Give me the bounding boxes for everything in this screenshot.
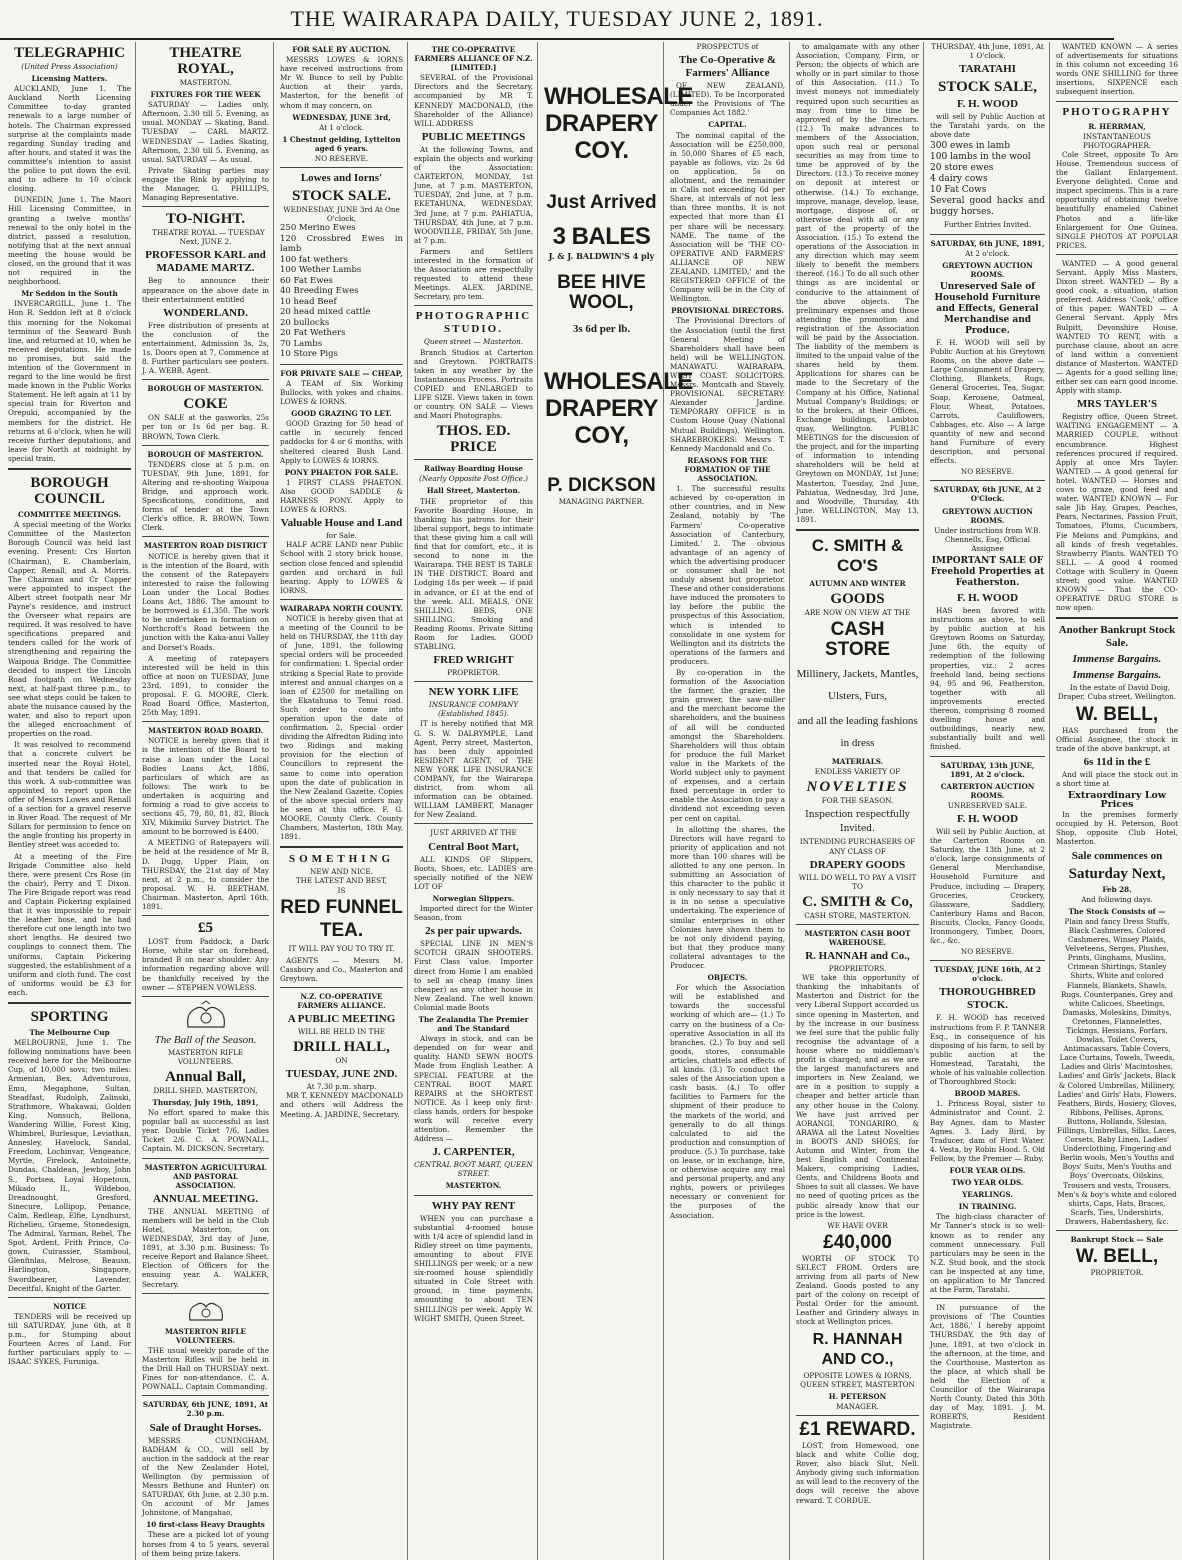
farmers-text: Farmers and Settlers interested in the formation of the Association are respectfully requested to attend these Meetings. ALEX. JARDINE, Secretary, pro tem.	[414, 246, 533, 302]
tea-agents-text: AGENTS — Messrs M. Cassbury and Co., Masterton and Greytown.	[280, 955, 403, 983]
drill-hall-heading: DRILL HALL,	[293, 1039, 390, 1056]
works-committee-text: A special meeting of the Works Committee of the Masterton Borough Council was held last evening. Present: Crs Horton (Chairman), E. Chamberlain, Capper, Renall, and A. Morris. The Chairman and Cr Capper were appointed to inspect the Albert street footpath near Mr Payne's residence, and instruct the Overseer what repairs are required. It was resolved to have specifications prepared and tenders called for the work of strengthening and repairing the Waipoua Bridge. The Committee decided to inspect the Lincoln Road footpath on Wednesday next, at half-past three p.m., to see what steps could be taken to abate the nuisance caused by the water, and also to report upon the alleged encroachment of properties on the road.	[8, 520, 131, 739]
boot-warehouse-heading: MASTERTON CASH BOOT WAREHOUSE.	[804, 928, 911, 947]
studio-text: Branch Studios at Carterton and Greytown. PORTRAITS taken in any weather by the Instantaneous Process. Portraits COPIED and ENLARGED to LIFE SIZE. Views taken in town or country. ON SALE — Views and Maori Photographs.	[414, 347, 533, 421]
divider	[142, 721, 269, 722]
stock-value-heading: £40,000	[823, 1231, 892, 1253]
shooters-text: SPECIAL LINE IN MEN'S SCOTCH GRAIN SHOOTERS. First Class value. Importer direct from Home I am enabled to sell as cheap (many lines cheaper) as any other house in New Zealand. The well known Colonial made Boots	[414, 939, 533, 1012]
peterson-heading: H. PETERSON	[828, 1391, 887, 1401]
yearlings-heading: YEARLINGS.	[962, 1190, 1013, 1200]
entries-label: Further Entries Invited.	[943, 220, 1032, 230]
ball-text: No effort spared to make this popular ball as successful as last year. Double Ticket 7/6, Ladies Ticket 2/6. C. A. POWNALL, Captain. M. DICKSON, Secretary.	[142, 1108, 269, 1154]
horse-sale-text: MESSRS CUNINGHAM, BADHAM & CO., will sell by auction in the saddock at the rear of the New Zealander Hotel, Wellington (by permission of Messrs Bethune and Hunter) on SATURDAY, 6th June, at 2.30 p.m. On account of Mr James Johnstone, of Mangahao,	[142, 1435, 269, 1518]
assignee-label: Under instructions from W.B. Chennells, Esq, Official Assignee	[934, 525, 1041, 553]
following-days-label: And following days.	[1081, 894, 1153, 904]
tonight-heading: TO-NIGHT.	[165, 211, 246, 228]
rifle-heading: MASTERTON RIFLE VOLUNTEERS.	[164, 1326, 247, 1345]
fixtures-text: SATURDAY — Ladies only, Afternoon, 2.30 till 5. Evening, as usual. MONDAY — Skating, Band. TUESDAY — CARL MARTZ. WEDNESDAY — Ladies Skating, Afternoon, 2.30 till 5. Evening, as usual. SATURDAY — As usual.	[142, 100, 269, 164]
purchasers-label: INTENDING PURCHASERS OF ANY CLASS OF	[799, 837, 916, 856]
allotment-text: In allotting the shares, the Directors will have regard to priority of application and not more than 100 shares will be allotted to any one person. In submitting an Association of this character to the public it is only necessary to say that it is in no sense a speculative undertaking. The experience of similar enterprises in other Colonies have shown them to be not only dividend paying, but that they produce many collateral advantages to the Producer.	[670, 824, 785, 970]
divider	[796, 1415, 919, 1416]
grazing-text: GOOD Grazing for 50 head of cattle in securely fenced paddocks for 4 or 6 months, with sheltered cleared Bush Land. Apply to LOWES & IORNS.	[280, 419, 403, 465]
reasons-text: 1. The successful results achieved by co-operation in other countries, and in New Zealand, notably by 'The Farmers' Co-operative Association of Canterbury, Limited.' 2. The obvious advantage of an agency of which the advertising producer or consumer shall be not unduly absent but proprietor. These and other considerations have induced the promoters to lay before the public the prospectus of this Association, which is intended to consolidate in one system for Wellington and its districts the operations of the farmers and producers.	[670, 484, 785, 666]
divider	[142, 536, 269, 537]
phaeton-text: 1 FIRST CLASS PHAETON. Also GOOD SADDLE & HARNESS PONY. Apply to LOWES & IORNS.	[280, 477, 403, 515]
newspaper-page	[8, 42, 1178, 1558]
divider	[142, 996, 269, 997]
taratahi-text: will sell by Public Auction at the Taratahi yards, on the above date	[930, 112, 1045, 140]
greytown-rooms-heading-2: GREYTOWN AUCTION ROOMS.	[942, 506, 1033, 525]
manager-label: MANAGER.	[836, 1401, 879, 1411]
stock-sale-heading: STOCK SALE,	[938, 79, 1037, 96]
column-4	[414, 42, 538, 1560]
slippers-text: ALL KINDS OF Slippers, Boots, Shoes, etc. LADIES are specially notified of the NEW LOT OF	[414, 854, 533, 891]
annual-meeting-text: THE ANNUAL MEETING of members will be held in the Club Hotel, Masterton, on WEDNESDAY, 3rd day of June, 1891, at 3.30 p.m. Business: To receive Report and Balance Sheet. Election of Officers for the ensuing year. A. WALKER, Secretary.	[142, 1206, 269, 1289]
objects-heading: OBJECTS.	[707, 973, 748, 983]
norwegian-heading: Norwegian Slippers.	[432, 893, 515, 903]
greytown-time: At 2 o'clock.	[965, 248, 1010, 258]
divider	[280, 364, 403, 365]
melbourne-cup-text: MELBOURNE, June 1. The following nominations have been received here for the Melbourne Cup, of 10,000 sovs; two miles: Armenian, Bex, Adventurous, Emu, Megaphone, Sultan, Steadfast, Rudolph, Zalinski, Strathmore, Whakawai, Golden King, Nonsuch, Bellona, Wandering Willie, Forest King, Whimbrel, Burlesque, Leviathan, Annesley, Havelock, Sandal, Freedom, Lochinvar, Vengeance, Myrtle, Firelock, Antoinette, Dundas, Chaldean, Jewboy, John S., Portsea, Loyal Hopetoun, Mikado II., Wildeboo, Dreadnought, Gresford, Sinecure, Lollipop, Penance, Calm, Redleap, Elfie, Lyndhurst, Richelieu, Graeme, Stonedesign, The Admiral, Yarman, Rebel, The Spot, Ardent, Frith Prince, Co-gown, Cuirassier, Stamboul, Glenfinlas, Melrose, Beausn, Harlington, Singapore, Swordbearer, Lavender, Deceitful, Knight of the Garter.	[8, 1038, 131, 1293]
proprietors-label: PROPRIETORS.	[828, 964, 887, 974]
variety-label: ENDLESS VARIETY OF	[814, 767, 901, 777]
thoroughbred-heading: THOROUGHBRED STOCK.	[939, 986, 1036, 1012]
bullocks-text: A TEAM of Six Working Bullocks, with yokes and chains. LOWES & IORNS.	[280, 378, 403, 407]
divider	[1056, 617, 1178, 619]
hall-street-heading: Hall Street, Masterton.	[426, 486, 521, 496]
managing-partner-label: MANAGING PARTNER.	[558, 497, 645, 507]
four-year-olds-heading: FOUR YEAR OLDS.	[949, 1165, 1026, 1175]
wood-heading-3: F. H. WOOD	[956, 812, 1019, 825]
saturday-next-heading: Saturday Next,	[1068, 865, 1166, 882]
meetings-list: At the following Towns, and explain the objects and working of the Association: CARTERTON, MONDAY, 1st June, at 7 p.m. MASTERTON, TUESDAY, 2nd June, at 7 p.m. EKETAHUNA, WEDNESDAY, 3rd June, at 7 p.m. PAHIATUA, THURSDAY, 4th June, at 7 p.m. WOODVILLE, FRIDAY, 5th June, at 7 p.m.	[414, 144, 533, 245]
new-nice-label: NEW AND NICE.	[310, 867, 373, 877]
directors-heading: PROVISIONAL DIRECTORS.	[671, 306, 784, 316]
royal-crest-icon	[183, 1001, 229, 1031]
divider	[414, 1195, 533, 1196]
herrman-heading: R. HERRMAN,	[1088, 121, 1146, 131]
road-loan-text: NOTICE is hereby given that it is the intention of the Board, with the consent of the Ratepayers interested to raise the following Loan under the Local Bodies Loans Act, 1886. The amount to be borrowed is £1,350. The work to be undertaken is formation on Northcroft's Road between the junction with the Kaka-anui Valley and Dorset's Roads.	[142, 551, 269, 652]
newspaper-title: THE WAIRARAPA DAILY, TUESDAY JUNE 2, 1891.	[290, 6, 824, 31]
greytown-text: F. H. WOOD will sell by Public Auction at his Greytown Rooms, on the above date — Large Consignment of Drapery, Clothing, Blankets, Rugs, General Groceries, Tea, Sugar, Soap, Kerosene, Oatmeal, Flour, Wheat, Potatoes, Carrots, Cauliflowers, Cabbages, etc. Also — A large quantity of new and second hand Furniture of every description, and personal effects.	[930, 337, 1045, 466]
divider	[280, 846, 403, 848]
theatre-location: MASTERTON.	[179, 78, 232, 87]
ball-date: Thursday, July 19th, 1891,	[152, 1097, 259, 1107]
cash-store-label: CASH STORE, MASTERTON.	[804, 910, 911, 920]
greytown-rooms-heading: GREYTOWN AUCTION ROOMS.	[942, 260, 1033, 279]
low-prices-heading: Extraordinary Low Prices	[1067, 790, 1167, 811]
column-9	[1056, 42, 1182, 1560]
borough-heading: BOROUGH OF MASTERTON.	[147, 384, 264, 394]
agricultural-heading: MASTERTON AGRICULTURAL AND PASTORAL ASSOCIATION.	[144, 1162, 267, 1190]
licensing-dunedin-text: DUNEDIN, June 1. The Maori Hill Licensing Committee, in granting a twelve months' renewal to the only hotel in the district, passed a resolution, notifying that at the next annual meeting the house would be closed, on the ground that it was not required in the neighborhood.	[8, 195, 131, 287]
smith-heading: C. SMITH & CO'S	[811, 535, 904, 575]
lost-dog-text: LOST, from Homewood, one black and white Collie dog, Rover, also black Slut, Nell. Anybody giving such information as will lead to the recovery of the dogs will receive the above reward. T. CORDUE.	[796, 1440, 919, 1505]
something-heading: SOMETHING	[288, 853, 395, 866]
premises-text: In the premises formerly occupied by H. Peterson, Boot Shop, opposite Club Hotel, Masterton.	[1056, 810, 1178, 847]
inspection-heading: Inspection respectfully Invited.	[805, 810, 910, 835]
greytown-date: SATURDAY, 6th JUNE, 1891,	[930, 238, 1045, 248]
gelding-heading: 1 Chestnut gelding, Lyttelton aged 6 years.	[282, 134, 401, 153]
parade-text: THE usual weekly parade of the Masterton Rifles will be held in the Drill Hall on THURSDAY next. Fines for non-attendance. C. A. POWNALL, Captain Commanding.	[142, 1345, 269, 1392]
featherston-heading: IMPORTANT SALE OF Freehold Properties at Featherston.	[930, 556, 1045, 588]
divider	[414, 305, 533, 306]
carterton-text: Will sell by Public Auction, at the Carterton Rooms on Saturday, the 13th June, at 2 o'clock, large consignments of General Merchandise, Household Furniture and Produce, including — Drapery, Groceries, Crockery, Glassware, Saddlery, Canterbury Hams and Bacon, Biscuits, Clocks, Fancy Goods, Ironmongery, Timber, Doors, &c., &c.	[930, 826, 1045, 946]
bankrupt-sale-heading: Bankrupt Stock — Sale	[1070, 1235, 1164, 1245]
auction-time: At 1 o'clock.	[319, 122, 364, 132]
pound-rate-heading: 6s 11d in the £	[1083, 755, 1151, 768]
objects-continued-text: to amalgamate with any other Association, Company, Firm, or Person; the objects of which are wholly or in part similar to those of this Association. (11.) To invest moneys not immediately required upon such securities as may from time to time be approved of by the Directors. (12.) To make advances to members of the Association, upon such real or personal securities as may from time to time be approved of by the Directors. (13.) To receive money on deposit at interest or otherwise. (14.) To exchange, improve, manage, develop, lease, mortgage, dispose of, or otherwise deal with all or any part of the property of the Association. (15.) To extend the operations of the Association in any direction which may seem likely to benefit the members thereof. (16.) To do all such other things as are incidental or conducive to the attainment of the above objects. The preliminary expenses and those attending the promotion and registration of the Association will be paid by the Association. The liability of the members is limited to the unpaid value of the shares held by them. Applications for shares can be made to the Secretary of the Company at his Office, National Mutual Company's Buildings; or to the brokers, at their Offices, Exchange buildings, Lambton quay, Wellington. PUBLIC MEETINGS for the discussion of the project, and for the imparting of information to intending shareholders will be held at Greytown on MONDAY, 1st June; Masterton, Tuesday, 2nd June, Pahiatua, Wednesday, 3rd June, and Woodville, Thursday, 4th June. WELLINGTON, May 13, 1891.	[796, 42, 919, 524]
photographic-heading: PHOTOGRAPHIC STUDIO.	[415, 310, 532, 336]
divider	[142, 206, 269, 207]
draughts-text: These are a picked lot of young horses from 4 to 5 years, several of them being prize takers.	[142, 1530, 269, 1558]
novelties-heading: NOVELTIES	[806, 779, 909, 796]
alliance-heading: N.Z. CO-OPERATIVE FARMERS ALLIANCE.	[297, 991, 386, 1010]
bee-hive-heading: BEE HIVE WOOL,	[557, 272, 646, 314]
divider	[8, 1297, 131, 1298]
coke-text: ON SALE at the gasworks, 25s per ton or 1s 6d per bag. R. BROWN, Town Clerk.	[142, 413, 269, 441]
divider	[8, 468, 131, 470]
auction-date: WEDNESDAY, JUNE 3rd,	[292, 112, 391, 122]
reasons-heading: REASONS FOR THE FORMATION OF THE ASSOCIATION.	[684, 455, 771, 484]
ratepayers-text: A meeting of ratepayers interested will be held in this office at noon on TUESDAY, June 23rd, 1891, to consider the proposal. F. G. MOORE, Clerk. Road Board Office, Masterton, 25th May, 1891.	[142, 653, 269, 718]
committee-meetings-heading: COMMITTEE MEETINGS.	[18, 510, 121, 520]
capital-heading: CAPITAL.	[708, 120, 747, 130]
latest-best-label: THE LATEST AND BEST,	[295, 876, 388, 886]
price-heading: THOS. ED. PRICE	[436, 423, 511, 456]
dickson-heading: P. DICKSON	[547, 475, 656, 497]
boarding-text: THE proprietor of this Favorite Boarding House, in thanking his patrons for their liberal support, begs to intimate that these giving him a call will find that for comfort, etc., it is second to none in the Wairarapa. THE BEST IS TABLE IN THE DISTRICT. Board and Lodging 18s per week — if paid in advance, or £1 at the end of the week. ALL MEALS, ONE SHILLING. BEDS, ONE SHILLING. Smoking and Reading Rooms. Private Sitting Room for Ladies. GOOD STABLING.	[414, 496, 533, 652]
divider	[280, 167, 403, 168]
wanted-ads-text: WANTED — A good general Servant. Apply Miss Masters, Dixon street. WANTED — By a good cook, a situation, station preferred. Address 'Cook,' office of this paper. WANTED — A General Servant. Apply Mrs Bulpitt, Devonshire House. WANTED TO RENT, with a purchase clause, about an acre of land within a convenient distance of Masterton. WANTED — Agents for a good selling line; either sex can earn good income. Apply with stamp.	[1056, 258, 1178, 396]
borough-heading-2: BOROUGH OF MASTERTON.	[147, 449, 264, 459]
election-text: IN pursuance of the provisions of 'The Counties Act, 1886,' I hereby appoint THURSDAY, the 9th day of June, 1891, at two o'clock in the afternoon, at the time, and the Courthouse, Masterton as the place, at which shall be held the Election of a Councillor of the Wairarapa North County. Dated this 30th day of May, 1891. J. M. ROBERTS, Resident Magistrate.	[930, 1303, 1045, 1431]
stock-consists-heading: The Stock Consists of —	[1068, 906, 1166, 916]
notice-heading: NOTICE	[53, 1301, 86, 1311]
wood-heading-2: F. H. WOOD	[956, 592, 1019, 604]
millinery-heading: Millinery, Jackets, Mantles, Ulsters, Furs,	[796, 668, 919, 703]
waipoua-tender-text: TENDERS close at 5 p.m. on TUESDAY, 9th June, 1891, for Altering and re-shooting Waipoua Bridge, and approach work. Specifications, conditions, and forms of tender at the Town Clerk's office. R. BROWN, Town Clerk.	[142, 459, 269, 533]
melbourne-cup-heading: The Melbourne Cup	[29, 1028, 110, 1037]
drapery-heading: DRAPERY	[545, 110, 658, 137]
tonight-date: THEATRE ROYAL — TUESDAY Next, JUNE 2.	[152, 228, 265, 247]
telegraphic-source: (United Press Association)	[21, 62, 118, 71]
featherston-text: HAS been favored with instructions as above, to sell by public auction at his Greytown Rooms on Saturday, June 6th, the equity of redemption of the following properties, viz.: 2 acres freehold land, being sections 94, 95 and 96, Featherston, together with all improvements erected thereon, comprising 8 roomed dwelling house and outbuildings, nearly new, substantially built and well finished.	[930, 606, 1045, 752]
house-land-text: HALF ACRE LAND near Public School with 2 story brick house, section close fenced and splendid garden and orchard in full bearing. Apply to LOWES & IORNS.	[280, 540, 403, 595]
coke-heading: COKE	[183, 396, 228, 413]
bell-heading-2: W. BELL,	[1075, 1246, 1159, 1268]
skating-text: Private Skating parties may engage the Rink by applying to the Manager. G. PHILLIPS, Managing Representative.	[142, 165, 269, 203]
wholesale-heading: WHOLESALE	[544, 83, 693, 110]
prospectus-intro: OF NEW ZEALAND, (LIMITED). To be Incorporated under the Provisions of 'The Companies Act 1882.'	[670, 81, 785, 118]
short-time-text: And will place the stock out in a short time at	[1056, 769, 1178, 788]
for-sale-label: for Sale.	[326, 531, 357, 541]
divider	[930, 1298, 1045, 1299]
column-7	[796, 42, 924, 1560]
stock-text: WORTH OF STOCK TO SELECT FROM. Orders are arriving from all parts of New Zealand. Goods posted to any part of the colony on receipt of Postal Order for the amount. Leather and Grindery always in stock at Wellington prices.	[796, 1253, 919, 1327]
carterton-rooms-heading: CARTERTON AUCTION ROOMS.	[940, 781, 1035, 800]
unreserved-label: UNRESERVED SALE.	[947, 800, 1028, 810]
divider	[280, 987, 403, 988]
wonderland-heading: WONDERLAND.	[163, 306, 248, 319]
divider	[414, 681, 533, 682]
grazing-heading: GOOD GRAZING TO LET.	[291, 409, 392, 419]
divider	[930, 756, 1045, 757]
wonderland-text: Free distribution of presents at the conclusion of the entertainment. Admission 3s, 2s, 1s. Doors open at 7, Commence at 8. Further particulars see posters. J. A. WEBB, Agent.	[142, 320, 269, 376]
stock-sale-heading: STOCK SALE.	[292, 188, 391, 205]
road-board-heading: MASTERTON ROAD BOARD.	[147, 726, 264, 736]
culvert-text: It was resolved to recommend that a concrete culvert be inserted near the Royal Hotel, and that tenders be called for this work. A sub-committee was appointed to report upon the offer of Messrs Lowes and Renall of a section for a gravel reserve in River Road. The request of Mr Sillars for permission to fence on the angle fronting his property in Bentley street was acceded to.	[8, 740, 131, 850]
reward-amount: £5	[198, 920, 213, 937]
heavy-draughts-heading: 10 first-class Heavy Draughts	[146, 1520, 265, 1530]
private-sale-heading: FOR PRIVATE SALE — CHEAP,	[280, 368, 403, 378]
drapery-heading-2: DRAPERY	[545, 395, 658, 423]
cooperation-text: By co-operation in the formation of the Association the farmer, the grazier, the grain grower, the saw-miller and the merchant become the shareholders, and the business of all will be conducted amongst the Shareholders. Shareholders will thus obtain for produce the full Market value in the Markets of the World subject only to payment of expenses, and a certain fixed percentage in order to enable the Association to pay a dividend not exceeding seven per cent on capital.	[670, 668, 785, 823]
divider	[930, 234, 1045, 235]
bankrupt-heading: Another Bankrupt Stock Sale.	[1058, 624, 1176, 650]
thoroughbred-text: F. H. WOOD has received instructions from F. P. TANNER Esq., in consequence of his disposing of his farm, to sell by public auction at the Homestead, Taratahi, the whole of his valuable collection of Thoroughbred Stock:	[930, 1013, 1045, 1087]
licensing-heading: Licensing Matters.	[31, 74, 108, 84]
stock-items-text: Plain and fancy Dress Stuffs, Black Cashmeres, Colored Cashmeres, Winsey Plaids, Velveteens, Serges, Plushes, Prints, Ginghams, Muslins, Crimean Shirtings, Stanley Shirts, White and colored Flannels, Blankets, Shawls, Rugs, Counterpanes, Grey and white Calicoes, Sheetings, Damasks, Moleskins, Dimitys, Cretonnes, Flannelettes, Tickings, Hessians, Forfars, Dowlas, Toilet Covers, Antimacassars, Table Covers, Lace Curtains, Towels, Tweeds, Ladies and Girls' Macintoshes, Ladies' and Girls' Jackets, Black & Colored Umbrellas, Millinery, Ladies' and Girls' Hats, Flowers, Feathers, Birds, Hosiery, Gloves, Ribbons, Pellises, Aprons, Buttons, Hollands, Silesias, Fillings, Umbrellas, Silks, Laces, Corsets, Baby Linen, Ladies' Underclothing, Fingering and Berlin wools, Men's Youths and Boys' Suits, Men's Youths and Boys' Overcoats, Oilskins, Trousers and vests, Trousers, Men's & boy's white and colored shirts, Caps, Hats, Braces, Scarfs, Ties, Undershirts, Drawers, Haberdashery, &c.	[1057, 916, 1177, 1226]
sale-date: Feb 28.	[1102, 884, 1132, 894]
proprietor-label: PROPRIETOR.	[1090, 1268, 1144, 1278]
boot-mart-address: CENTRAL BOOT MART, QUEEN STREET.	[414, 1160, 533, 1179]
taratahi-heading: TARATAHI	[959, 63, 1016, 76]
fashions-heading: and all the leading fashions in dress	[797, 715, 918, 750]
coy-heading-2: COY,	[574, 422, 629, 450]
boarding-location: (Nearly Opposite Post Office.)	[419, 474, 528, 484]
no-reserve-label: NO RESERVE.	[960, 467, 1015, 477]
column-8	[930, 42, 1050, 1560]
draught-horses-heading: Sale of Draught Horses.	[149, 1421, 262, 1434]
divider	[1056, 1230, 1178, 1231]
photography-heading: PHOTOGRAPHY	[1062, 105, 1172, 118]
just-arrived-heading: Just Arrived	[546, 192, 657, 213]
divider	[142, 445, 269, 446]
stock-character-text: The high-class character of Mr Tanner's stock is so well-known as to render any comment unnecessary. Full particulars may be seen in the N.Z. Stud book, and the stock can be inspected at any time, on application to Mr Tancred at the Farm, Taratahi.	[930, 1212, 1045, 1295]
is-label: IS	[337, 885, 346, 895]
borough-council-heading: BOROUGH COUNCIL	[30, 475, 109, 508]
prospectus-heading: The Co-Operative & Farmers' Alliance	[678, 54, 777, 80]
central-boot-mart-heading: Central Boot Mart,	[428, 840, 519, 853]
held-in-label: WILL BE HELD IN THE	[298, 1027, 385, 1037]
rent-text: WHEN you can purchase a substantial 4-roomed house with 1/4 acre of splendid land in Ridley street on time payments, amounting to about FIVE SHILLINGS per week; or a new six-roomed house splendidly situated in Cole Street with ground, in time payments, amounting to about TEN SHILLINGS per week. Apply W. WIGHT SMITH, Queen Street.	[414, 1213, 533, 1323]
stock-list: 250 Merino Ewes 120 Crossbred Ewes in lamb 100 fat wethers 100 Wether Lambs 60 Fat Ewes 40 Breeding Ewes 10 head Beef 20 head mixed cattle 20 bullocks 20 Fat Wethers 70 Lambs 10 Store Pigs	[280, 223, 403, 360]
boots-text: Always in stock, and can be depended on for wear and quality. HAND SEWN BOOTS Made from English Leather. A SPECIAL FEATURE at the CENTRAL BOOT MART. REPAIRS at the SHORTEST NOTICE. As I keep only first-class hands, orders for bespoke work will receive every attention. Remember the Address —	[414, 1034, 533, 1144]
hannah-and-co-heading: R. HANNAH AND CO.,	[812, 1330, 903, 1368]
price-per-pair-heading: 2s per pair upwards.	[425, 925, 522, 938]
boot-brands-heading: The Zealandia The Premier and The Standard	[418, 1014, 529, 1034]
taratahi-stock-list: 300 ewes in lamb 100 lambs in the wool 20 store ewes 4 dairy cows 10 Fat Cows Several good hacks and buggy horses.	[930, 141, 1045, 218]
registry-text: Registry office, Queen Street. WAITING ENGAGEMENT — A MARRIED COUPLE, without encumbrance. Highest references procured if required. Apply at once Mrs Tayler. WANTED — A good general for hotel. WANTED — Horses and cows to graze, good feed and water. WANTED KNOWN — For sale Jib Hay, Grapes, Peaches, Pears, Nectarines, Passion Fruit, Tomatoes, Plums, Cucumbers, Fie Melons and Pumpkins, and all kinds of fresh vegetables. Strawberry Plants. WANTED TO SELL — A good 4 roomed Cottage with Scullery in Queen street; good value. WANTED KNOWN — That the CO-OPERATIVE DRUG STORE is now open.	[1056, 412, 1178, 613]
hannah-address: OPPOSITE LOWES & IORNS, QUEEN STREET, MASTERTON	[800, 1370, 915, 1389]
two-year-olds-heading: TWO YEAR OLDS.	[951, 1178, 1024, 1188]
auction-text: MESSRS LOWES & IORNS have received instructions from Mr W. Bunce to sell by Public Auction at their yards, Masterton, for the benefit of whom it may concern, on	[280, 55, 403, 110]
hannah-heading: R. HANNAH and Co.,	[805, 950, 910, 963]
masthead	[0, 0, 1114, 40]
meeting-text: MR T. KENNEDY MACDONALD and others will Address the Meeting. A. JARDINE, Secretary.	[280, 1091, 403, 1119]
meeting-time: At 7.30 p.m. sharp.	[306, 1082, 377, 1092]
unreserved-sale-heading: Unreserved Sale of Household Furniture and Effects, General Merchandise and Produce.	[934, 281, 1041, 336]
column-6	[670, 42, 790, 1560]
divider	[142, 1395, 269, 1396]
wholesale-heading-2: WHOLESALE	[544, 368, 693, 396]
divider	[280, 599, 403, 600]
proprietor-label: PROPRIETOR.	[447, 668, 500, 678]
house-land-heading: Valuable House and Land	[280, 517, 403, 530]
divider	[930, 480, 1045, 481]
smith-co-heading: C. SMITH & Co,	[802, 893, 913, 910]
column-3	[280, 42, 408, 1560]
we-have-over-label: WE HAVE OVER	[827, 1220, 888, 1230]
meeting-date: TUESDAY, JUNE 2ND.	[285, 1068, 398, 1081]
lowes-iorns-heading: Lowes and Iorns'	[300, 172, 383, 185]
divider	[1056, 254, 1178, 255]
autumn-winter-heading: AUTUMN AND WINTER	[809, 578, 906, 588]
coy-heading: COY.	[574, 137, 629, 164]
ball-season-heading: The Ball of the Season.	[154, 1033, 257, 1046]
alliance-heading: THE CO-OPERATIVE FARMERS ALLIANCE OF N.Z. [LIMITED.]	[414, 45, 533, 73]
just-arrived-label: JUST ARRIVED AT THE	[430, 828, 517, 838]
column-1	[8, 42, 136, 1560]
column-5	[544, 42, 693, 1560]
fire-brigade-text: At a meeting of the Fire Brigade Committee also held there, were present Crs Rose (in the chair), Perry and T. Dixon. The Fire Brigade report was read and Captain Pickering explained that it was impossible to repair the leather hose, and he had therefore cut one length into two short lengths. He desired two couplings to connect them. The uniforms, Captain Pickering suggested, the establishment of a uniform and cloth fund. The cost of uniforms would be £3 for each.	[8, 851, 131, 997]
ratepayers-meeting-text: A MEETING of Ratepayers will be held at the residence of Mr B. D. Dugg, Upper Plain, on THURSDAY, the 21st day of May next, at 2 p.m., to consider the proposal. W. H. BEETHAM, Chairman. Masterton, April 16th, 1891.	[142, 838, 269, 912]
carterton-date: SATURDAY, 13th JUNE, 1891, At 2 o'clock.	[940, 760, 1035, 779]
road-district-heading: MASTERTON ROAD DISTRICT	[143, 541, 268, 551]
bell-heading: W. BELL,	[1075, 703, 1159, 725]
public-meeting-heading: A PUBLIC MEETING	[287, 1013, 396, 1026]
greytown-date-2: SATURDAY, 6th JUNE, At 2 O'Clock.	[933, 485, 1042, 504]
county-text: NOTICE is hereby given that at a meeting of the Council to be held on THURSDAY, the 11th day of June, 1891, the following special orders will be proceeded for confirmation: 1. Special order striking a Special Rate to provide interest and annual charges on a loan of £2500 for metalling on the Ekatahuna to Tenui road. Such order to come into operation upon the date of confirmation. 2. Special order dividing the Alfredton Riding into two Ridings and making provision for the election of Councillors to represent the same to come into operation upon the date of publication in the New Zealand Gazette. Copies of the above special orders may be seen at this office. F. G. MOORE, County Clerk. County Chambers, Masterton, 18th May, 1891.	[280, 613, 403, 842]
public-meetings-heading: PUBLIC MEETINGS	[421, 130, 526, 143]
fred-wright-heading: FRED WRIGHT	[433, 654, 514, 667]
sale-commences-heading: Sale commences on	[1071, 849, 1163, 862]
on-view-label: ARE NOW ON VIEW AT THE	[804, 608, 911, 618]
royal-crest-icon	[186, 1298, 226, 1324]
brood-mares-text: 1. Princess Royal, sister to Administrator and Count. 2. Bay Agnes, dam to Master Agnes. 3. Lady Bird, by Traducer, dam of First Water. 4. Vesta, by Robin Hood. 5. Old Fellow, by the Premier — Ruby.	[930, 1099, 1045, 1163]
divider	[8, 1002, 131, 1004]
bargains-heading: Immense Bargains.	[1072, 653, 1162, 666]
divider	[1056, 101, 1178, 102]
drapery-goods-heading: DRAPERY GOODS	[809, 858, 906, 871]
stock-sale-date: WEDNESDAY, JUNE 3rd At One O'clock,	[283, 205, 400, 224]
tayler-heading: MRS TAYLER'S	[1076, 398, 1158, 411]
goods-heading: GOODS	[830, 591, 885, 608]
divider	[930, 960, 1045, 961]
reward-heading: £1 REWARD.	[799, 1418, 916, 1440]
auction-heading: FOR SALE BY AUCTION.	[292, 45, 391, 54]
hannah-text: WE take this opportunity of thanking the inhabitants of Masterton and District for the very Liberal Support accorded us since opening in Masterton, and by the increase in our business we feel sure that the public fully recognise the advantage of a house where no middleman's profit is charged; and as we are the largest manufacturers and importers in New Zealand, we are in a position to supply a cheaper and better article than any other house in the Colony. We have just arrived per AORANGI, TONGARIRO, & ARAWA all the Latest Novelties in BOOTS AND SHOES, for Autumn and Winter, from the best English and Continental Makers, comprising Ladies, Gents, and Childrens Boots and Shoes to suit all classes. We have no need of quoting prices as the public already know that our price is the lowest.	[796, 973, 919, 1219]
rifle-volunteers-label: MASTERTON RIFLE VOLUNTEERS.	[167, 1047, 244, 1066]
boarding-house-heading: Railway Boarding House	[423, 464, 524, 474]
alliance-text: SEVERAL of the Provisional Directors and the Secretary, accompanied by MR T. KENNEDY MACDONALD, (the Shareholder of the Alliance) WILL ADDRESS	[414, 73, 533, 128]
thoroughbred-date: TUESDAY, JUNE 16th, At 2 o'clock.	[934, 965, 1041, 984]
cash-store-heading: CASH STORE	[824, 619, 891, 661]
martz-text: Beg to announce their appearance on the above date in their entertainment entitled	[142, 276, 269, 304]
wood-heading: F. H. WOOD	[956, 98, 1019, 111]
phaeton-heading: PONY PHAETON FOR SALE.	[284, 467, 399, 477]
why-pay-rent-heading: WHY PAY RENT	[431, 1199, 516, 1212]
county-heading: WAIRARAPA NORTH COUNTY.	[280, 603, 403, 613]
prospectus-label: PROSPECTUS of	[696, 42, 759, 51]
sporting-heading: SPORTING	[30, 1009, 109, 1025]
no-reserve-label-2: NO RESERVE.	[960, 947, 1015, 957]
divider	[796, 924, 919, 925]
seddon-text: INVERCARGILL, June 1. The Hon R. Seddon left at 8 o'clock this morning for the Nokomai terminus of the Seaward Bush line, and returned at 10, when he received deputations. He made no promises, but said the intention of the Government in regard to the line would be first made known in the Public Works Statement. He left again at 11 by special train for Riverton and Orepuki, accompanied by the members for the district. He returns at 6 o'clock, when he will receive further deputations, and leave for North at midnight by special train.	[8, 299, 131, 463]
estate-text: In the estate of David Doig, Draper, Cuba street, Wellington.	[1057, 683, 1177, 702]
carpenter-heading: J. CARPENTER,	[432, 1146, 515, 1159]
studio-address: Queen street — Masterton.	[423, 337, 524, 347]
purchased-text: HAS purchased from the Official Assignee, the stock in trade of the above bankrupt, at	[1056, 725, 1178, 753]
wanted-known-text: WANTED KNOWN — A series of advertisements for situations in this column not exceeding 16 words ONE SHILLING for three insertions, SIXPENCE each subsequent insertion.	[1056, 42, 1178, 97]
materials-heading: MATERIALS.	[831, 757, 884, 767]
directors-text: The Provisional Directors of the Association (until the first General Meeting of Shareholders shall have been held) will be WELLINGTON. MANAWATU. WAIRARAPA. WEST COAST. SOLICITORS. Messrs. Montcath and Stavely. PROVISIONAL SECRETARY: Alexander Jardine. TEMPORARY OFFICE is in Custom House Quay (National Mutual Buildings), Wellington. SHAREBROKERS: Messrs T. Kennedy Macdonald and Co.	[670, 316, 785, 453]
price-per-lb: 3s 6d per lb.	[572, 323, 631, 336]
imported-text: Imported direct for the Winter Season, from	[414, 904, 533, 923]
bales-heading: 3 BALES	[552, 223, 651, 250]
baldwin-label: J. & J. BALDWIN'S 4 ply	[548, 251, 655, 261]
martz-heading: PROFESSOR KARL and MADAME MARTZ.	[145, 249, 266, 275]
new-york-life-heading: NEW YORK LIFE	[428, 686, 519, 699]
season-label: FOR THE SEASON.	[821, 796, 894, 806]
capital-text: The nominal capital of the Association will be £250,000, in 50,000 Shares of £5 each, payable as follows, viz: 2s 6d on application, 5s on allotment, and the remainder in Calls not exceeding 6d per Share, at intervals of not less than three months. It is not expected that more than £1 per share will be necessary. NAME. The name of the Association will be 'THE CO-OPERATIVE AND FARMERS' ALLIANCE OF NEW ZEALAND, LIMITED,' and the REGISTERED OFFICE of the Company will be in the City of Wellington.	[670, 130, 785, 304]
red-funnel-heading: RED FUNNEL	[280, 896, 403, 918]
column-2	[142, 42, 274, 1560]
in-training-heading: IN TRAINING.	[958, 1202, 1017, 1212]
brood-mares-heading: BROOD MARES.	[954, 1089, 1021, 1099]
divider	[142, 1158, 269, 1159]
fixtures-heading: FIXTURES FOR THE WEEK	[150, 90, 261, 100]
seddon-heading: Mr Seddon in the South	[21, 289, 118, 299]
annual-meeting-heading: ANNUAL MEETING.	[152, 1192, 259, 1205]
divider	[796, 529, 919, 531]
objects-text: For which the Association will be established and towards the successful working of which are— (1.) To carry on the business of a Co-operative Association in all its branches. (2.) To buy and sell goods, stores, consumable articles, chattels and effects of all kinds. (3.) To conduct the sales of the Association upon a cash basis. (4.) To offer facilities to Farmers for the shipment of their produce to the markets of the world, and generally to do all things calculated to aid the production and consumption of produce. (5.) To purchase, take on lease, or in exchange, hire, or otherwise acquire any real and personal property, and any rights, powers or privileges necessary or convenient for the purposes of the Association.	[670, 983, 785, 1220]
stumping-tender-text: TENDERS will be received up till SATURDAY, June 6th, at 8 p.m., for Stumping about Fourteen Acres of Land. For further particulars apply to — ISAAC SYKES, Furuniga.	[8, 1311, 131, 1367]
telegraphic-heading: TELEGRAPHIC	[14, 45, 125, 61]
licensing-auckland-text: AUCKLAND, June 1. The Auckland North Licensing Committee to-day granted renewals to a large number of hotels. The Chairman expressed surprise at the complaints made regarding Sunday trading and after hours, and stated it was the committee's intention to assist the police to put down the evil, and to adhere to 10 o'clock closing.	[8, 84, 131, 194]
theatre-royal-heading: THEATRE ROYAL,	[169, 45, 242, 77]
annual-ball-heading: Annual Ball,	[165, 1068, 246, 1085]
on-label: ON	[335, 1056, 348, 1066]
no-reserve-label: NO RESERVE.	[314, 154, 369, 164]
masterton-label: MASTERTON.	[445, 1181, 502, 1191]
divider	[414, 459, 533, 460]
divider	[142, 915, 269, 916]
divider	[142, 379, 269, 380]
insurance-label: INSURANCE COMPANY (Established 1845).	[428, 700, 519, 719]
divider	[414, 823, 533, 824]
taratahi-date: THURSDAY, 4th June, 1891, At 1 O'clock.	[931, 42, 1044, 61]
try-it-label: IT WILL PAY YOU TO TRY IT.	[288, 943, 395, 953]
bargains-heading-2: Immense Bargains.	[1072, 669, 1162, 682]
visit-label: WILL DO WELL TO PAY A VISIT TO	[798, 872, 917, 891]
horse-sale-date: SATURDAY, 6th JUNE, 1891, At 2.30 p.m.	[142, 1400, 269, 1419]
drill-shed-label: DRILL SHED, MASTERTON,	[153, 1085, 258, 1095]
road-board-text: NOTICE is hereby given that it is the intention of the Board to raise a loan under the Local Bodies Loans Act, 1886, particulars of which are as follows: The work to be undertaken is acquiring and forming a road to give access to sections 45, 79, 80, 81, 82, Block XIV, Mikimiki Survey District. The amount to be borrowed is £400.	[142, 736, 269, 837]
photographer-label: INSTANTANEOUS PHOTOGRAPHER.	[1082, 131, 1152, 150]
photography-text: Cole Street, opposite To Aro House. Tremendous success of the Gallant Enlargement. Everyone delighted. Come and inspect specimens. This is a rare opportunity of obtaining twelve beautifully enameled Cabinet Photos and a life-like Enlargement for One Guinea. SINGLE PHOTOS AT POPULAR PRICES.	[1056, 149, 1178, 250]
tea-heading: TEA.	[319, 919, 364, 941]
divider	[142, 1293, 269, 1294]
lost-horse-text: LOST from Paddock, a Dark Horse, white star on forehead, branded B on near shoulder. Any information regarding above will be thankfully received by the owner — STEPHEN VOWLESS.	[142, 937, 269, 992]
insurance-text: IT is hereby notified that MR G. S. W. DALRYMPLE, Land Agent, Perry street, Masterton, has been duly appointed RESIDENT AGENT, of THE NEW YORK LIFE INSURANCE COMPANY, for the Wairarapa district, from whom all information can be obtained. WILLIAM LAMBERT, Manager for New Zealand.	[414, 719, 533, 820]
